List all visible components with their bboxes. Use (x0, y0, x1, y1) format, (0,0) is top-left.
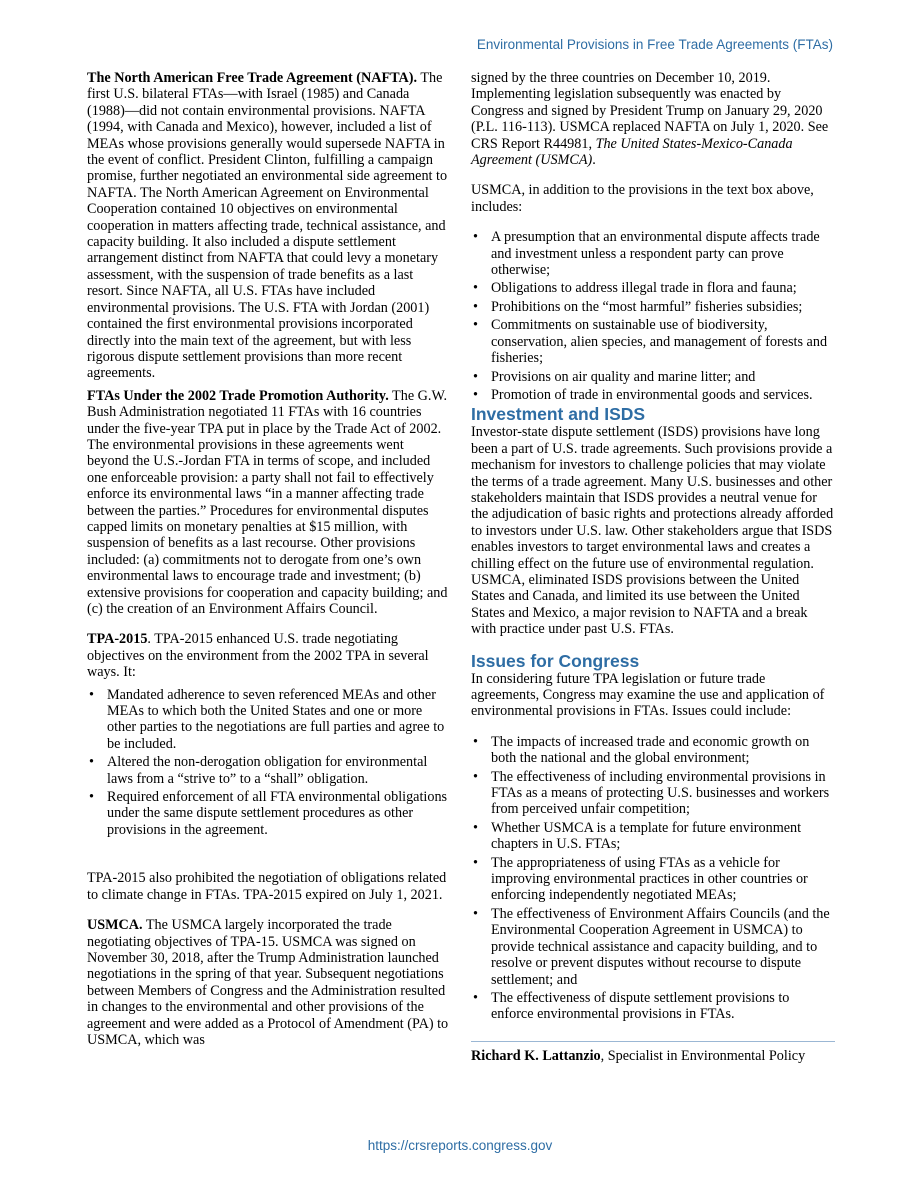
author-name: Richard K. Lattanzio (471, 1047, 601, 1064)
list-item: • The impacts of increased trade and economic growth on both the national and the global environment; (471, 734, 835, 767)
tpa2002-paragraph (87, 388, 449, 618)
list-item: • The effectiveness of including environmental provisions in FTAs as a means of protecting U.S. businesses and workers from perceived unfair competition; (471, 769, 835, 818)
author-title: , Specialist in Environmental Policy (600, 1047, 806, 1064)
issues-bullet-list (471, 734, 835, 1023)
list-item: • A presumption that an environmental dispute affects trade and investment unless a respondent party can prove otherwise; (471, 229, 835, 278)
footer-url[interactable]: https://crsreports.congress.gov (367, 1138, 553, 1153)
issues-heading: Issues for Congress (471, 650, 640, 671)
issues-paragraph: In considering future TPA legislation or future trade agreements, Congress may examine the use and application of environmental provisions in FTAs. Issues could include: (471, 670, 825, 720)
tpa2002-text: The G.W. Bush Administration negotiated 11 FTAs with 16 countries under the five-year TPA put in place by the Trade Act of 2002. The environmental provisions in these agreements went beyond the U.S.-Jordan FTA in terms of scope, and included one enforceable provision: a party shall not fail to effectively enforce its environmental laws “in a manner affecting trade between the parties.” Procedures for environmental disputes capped limits on monetary penalties at $15 million, with suspension of benefits as a last recourse. Other provisions included: (a) commitments not to derogate from one’s own environmental laws to encourage trade and investment; (b) extensive provisions for cooperation and capacity building; and (c) the creation of an Environment Affairs Council. (87, 387, 448, 617)
list-item: • Promotion of trade in environmental goods and services. (471, 387, 835, 403)
tpa2015-paragraph (87, 631, 449, 680)
usmca-intro: USMCA, in addition to the provisions in the text box above, includes: (471, 182, 814, 215)
list-item: • Prohibitions on the “most harmful” fisheries subsidies; (471, 299, 835, 315)
nafta-heading: The North American Free Trade Agreement (NAFTA). (87, 70, 418, 86)
page-header-title: Environmental Provisions in Free Trade Agreements (FTAs) (476, 37, 833, 52)
right-column (471, 70, 835, 1064)
usmca-report-title: The United States-Mexico-Canada Agreement (USMCA) (471, 135, 793, 169)
list-item: • Commitments on sustainable use of biodiversity, conservation, alien species, and management of forests and fisheries; (471, 317, 835, 366)
list-item: • Whether USMCA is a template for future environment chapters in U.S. FTAs; (471, 820, 835, 853)
usmca-paragraph (87, 917, 449, 1048)
tpa2015-heading: TPA-2015 (87, 631, 148, 648)
list-item: • The effectiveness of Environment Affairs Councils (and the Environmental Cooperation Agreement in USMCA) to provide technical assistance and capacity building, and to resolve or prevent disputes without recourse to dispute settlement; and (471, 906, 835, 988)
list-item: • Provisions on air quality and marine litter; and (471, 369, 835, 385)
usmca-continued-paragraph: signed by the three countries on December 10, 2019. Implementing legislation subsequently was enacted by Congress and signed by President Trump on January 29, 2020 (P.L. 116-113). USMCA replaced NAFTA on July 1, 2020. See CRS Report R44981, The United States-Mexico-Canada Agreement (USMCA). (471, 70, 829, 169)
author-divider (471, 1041, 835, 1042)
tpa2015-after-paragraph: TPA-2015 also prohibited the negotiation of obligations related to climate change in FTAs. TPA-2015 expired on July 1, 2021. (87, 870, 447, 903)
list-item: • Obligations to address illegal trade in flora and fauna; (471, 280, 835, 296)
tpa2002-heading: FTAs Under the 2002 Trade Promotion Authority. (87, 387, 389, 404)
usmca-text: The USMCA largely incorporated the trade negotiating objectives of TPA-15. USMCA was signed on November 30, 2018, after the Trump Administration launched negotiations in the spring of that year. Subsequent negotiations between Members of Congress and the Administration resulted in changes to the environmental and other provisions of the agreement and were added as a Protocol of Amendment (PA) to USMCA, which was (87, 917, 449, 1048)
list-item: • The appropriateness of using FTAs as a vehicle for improving environmental practices in other countries or enforcing independently negotiated MEAs; (471, 855, 835, 904)
usmca-heading: USMCA. (87, 917, 143, 934)
nafta-paragraph (87, 70, 449, 382)
list-item: • The effectiveness of dispute settlement provisions to enforce environmental provisions in FTAs. (471, 990, 835, 1023)
isds-paragraph: Investor-state dispute settlement (ISDS) provisions have long been a part of U.S. trade agreements. Such provisions provide a mechanism for investors to challenge policies that may violate the terms of a trade agreement. Many U.S. businesses and other stakeholders maintain that ISDS provides a neutral venue for the adjudication of basic rights and protections already afforded to investors under U.S. law. Other stakeholders argue that ISDS enables investors to target environmental laws and creates a chilling effect on the future use of environmental regulation. USMCA, eliminated ISDS provisions between the United States and Canada, and limited its use between the United States and Mexico, a major revision to NAFTA and a break with practice under past U.S. FTAs. (471, 424, 834, 638)
usmca-bullet-list (471, 229, 835, 403)
list-item: • Mandated adherence to seven referenced MEAs and other MEAs to which both the United States and one or more other parties to the negotiations are full parties and agree to be included. (87, 687, 449, 753)
list-item: • Required enforcement of all FTA environmental obligations under the same dispute settlement procedures as other provisions in the agreement. (87, 789, 449, 838)
list-item: • Altered the non-derogation obligation for environmental laws from a “strive to” to a “shall” obligation. (87, 754, 449, 787)
nafta-text: The first U.S. bilateral FTAs—with Israel (1985) and Canada (1988)—did not contain environmental provisions. NAFTA (1994, with Canada and Mexico), however, included a list of MEAs whose provisions generally would supersede NAFTA in the event of conflict. President Clinton, fulfilling a campaign promise, further negotiated an environmental side agreement to NAFTA. The North American Agreement on Environmental Cooperation contained 10 objectives on environmental cooperation in matters affecting trade, technical assistance, and capacity building. It also included a dispute settlement arrangement distinct from NAFTA that could levy a monetary assessment, with the suspension of trade benefits as a last resort. Since NAFTA, all U.S. FTAs have included environmental provisions. The U.S. FTA with Jordan (2001) contained the first environmental provisions incorporated directly into the main text of the agreement, but with less rigorous dispute settlement provisions than more recent agreements. (87, 70, 448, 382)
left-column (87, 70, 449, 1048)
author-line (471, 1048, 835, 1064)
tpa2015-text: . TPA-2015 enhanced U.S. trade negotiating objectives on the environment from the 2002 TPA in several ways. It: (87, 631, 429, 681)
usmca-continued-text: signed by the three countries on December 10, 2019. Implementing legislation subsequently was enacted by Congress and signed by President Trump on January 29, 2020 (P.L. 116-113). USMCA replaced NAFTA on July 1, 2020. See CRS Report R44981, (471, 70, 829, 152)
tpa2015-bullet-list (87, 687, 449, 839)
isds-heading: Investment and ISDS (471, 404, 646, 425)
